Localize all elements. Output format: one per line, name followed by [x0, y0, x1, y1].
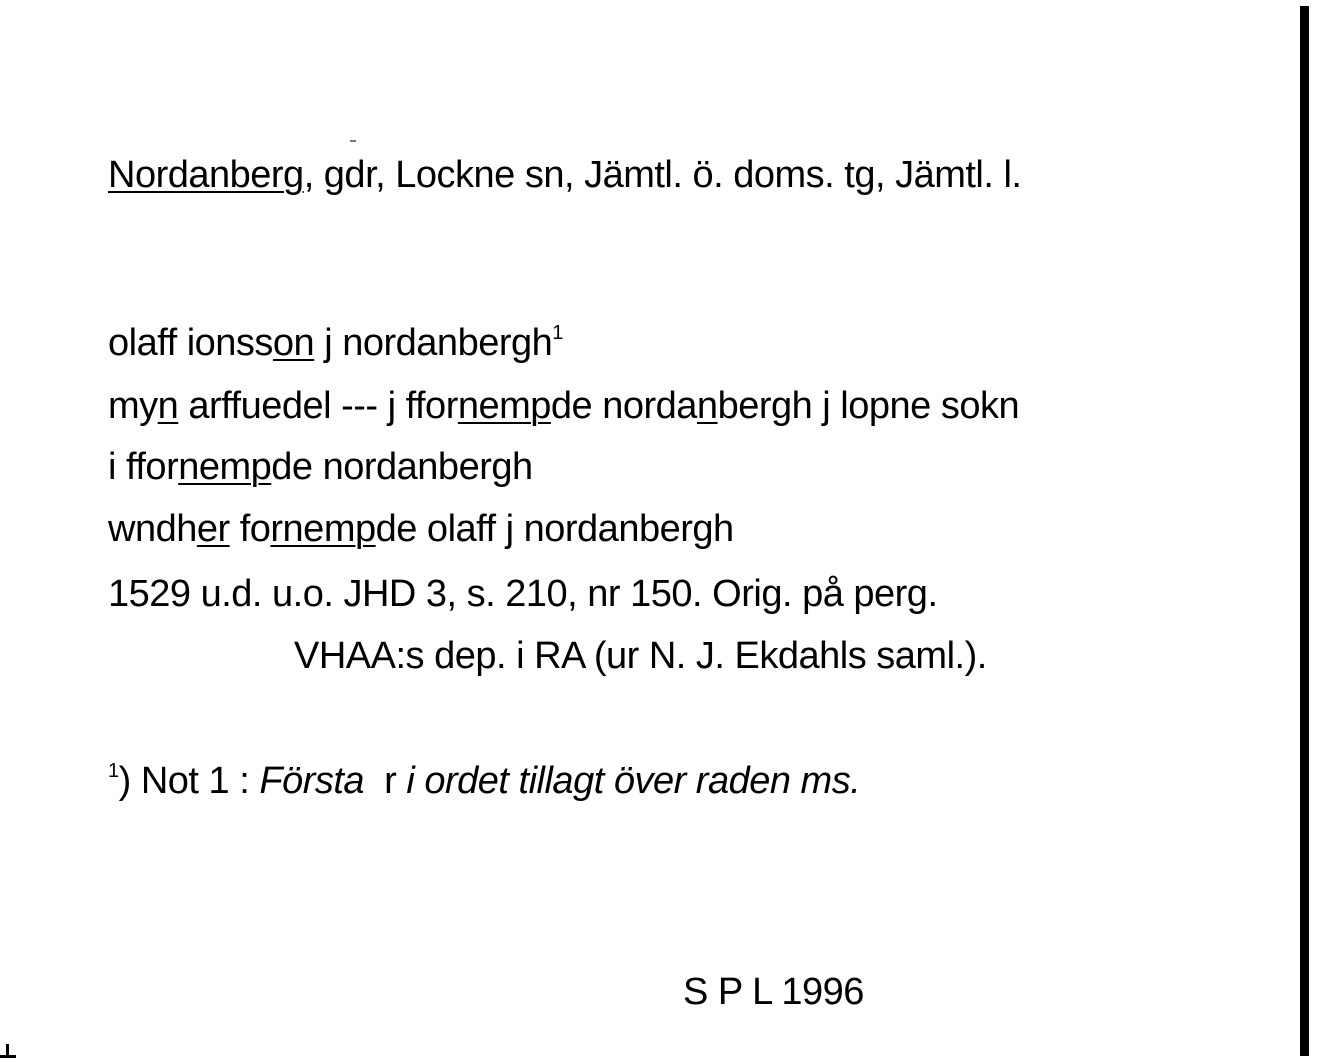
quote-text: i ffor: [108, 446, 179, 488]
quote-line-1: [108, 321, 563, 365]
expanded-abbreviation: rnemp: [270, 508, 376, 550]
card-right-border: [1300, 6, 1309, 1056]
scan-speck: [350, 140, 356, 142]
footnote-label: ) Not 1 :: [118, 760, 260, 802]
place-description: , gdr, Lockne sn, Jämtl. ö. doms. tg, Jämtl. l.: [303, 154, 1022, 196]
place-name: Nordanberg: [108, 154, 304, 196]
expanded-abbreviation: n: [157, 385, 179, 427]
expanded-abbreviation: nemp: [178, 446, 272, 488]
quote-text: my: [108, 385, 158, 427]
footnote: [108, 759, 860, 803]
expanded-abbreviation: nemp: [457, 385, 551, 427]
quote-text: j nordanbergh: [314, 322, 553, 364]
quote-line-2: [108, 384, 1019, 428]
footnote-text-italic: Första: [259, 760, 365, 802]
quote-text: fo: [229, 508, 271, 550]
quote-text: arffuedel --- j ffor: [178, 385, 458, 427]
quote-text: de norda: [550, 385, 697, 427]
quote-text: olaff ionss: [108, 322, 273, 364]
expanded-abbreviation: n: [696, 385, 718, 427]
quote-text: bergh j lopne sokn: [717, 385, 1020, 427]
footnote-text-italic: i ordet tillagt över raden ms.: [406, 760, 861, 802]
source-line-1: 1529 u.d. u.o. JHD 3, s. 210, nr 150. Orig. på perg.: [108, 573, 938, 615]
footnote-letter: r: [364, 760, 407, 802]
quote-text: wndh: [108, 508, 197, 550]
footnote-marker: 1: [108, 760, 119, 782]
footnote-ref: 1: [552, 322, 563, 344]
signature: S P L 1996: [683, 971, 864, 1013]
quote-line-3: [108, 445, 533, 489]
quote-text: de olaff j nordanbergh: [375, 508, 734, 550]
expanded-abbreviation: on: [272, 322, 315, 364]
quote-text: de nordanbergh: [271, 446, 533, 488]
corner-crop-mark: [0, 1040, 16, 1060]
entry-heading: [108, 153, 1021, 197]
quote-line-4: [108, 507, 734, 551]
source-line-2: VHAA:s dep. i RA (ur N. J. Ekdahls saml.).: [294, 635, 987, 677]
expanded-abbreviation: er: [196, 508, 230, 550]
